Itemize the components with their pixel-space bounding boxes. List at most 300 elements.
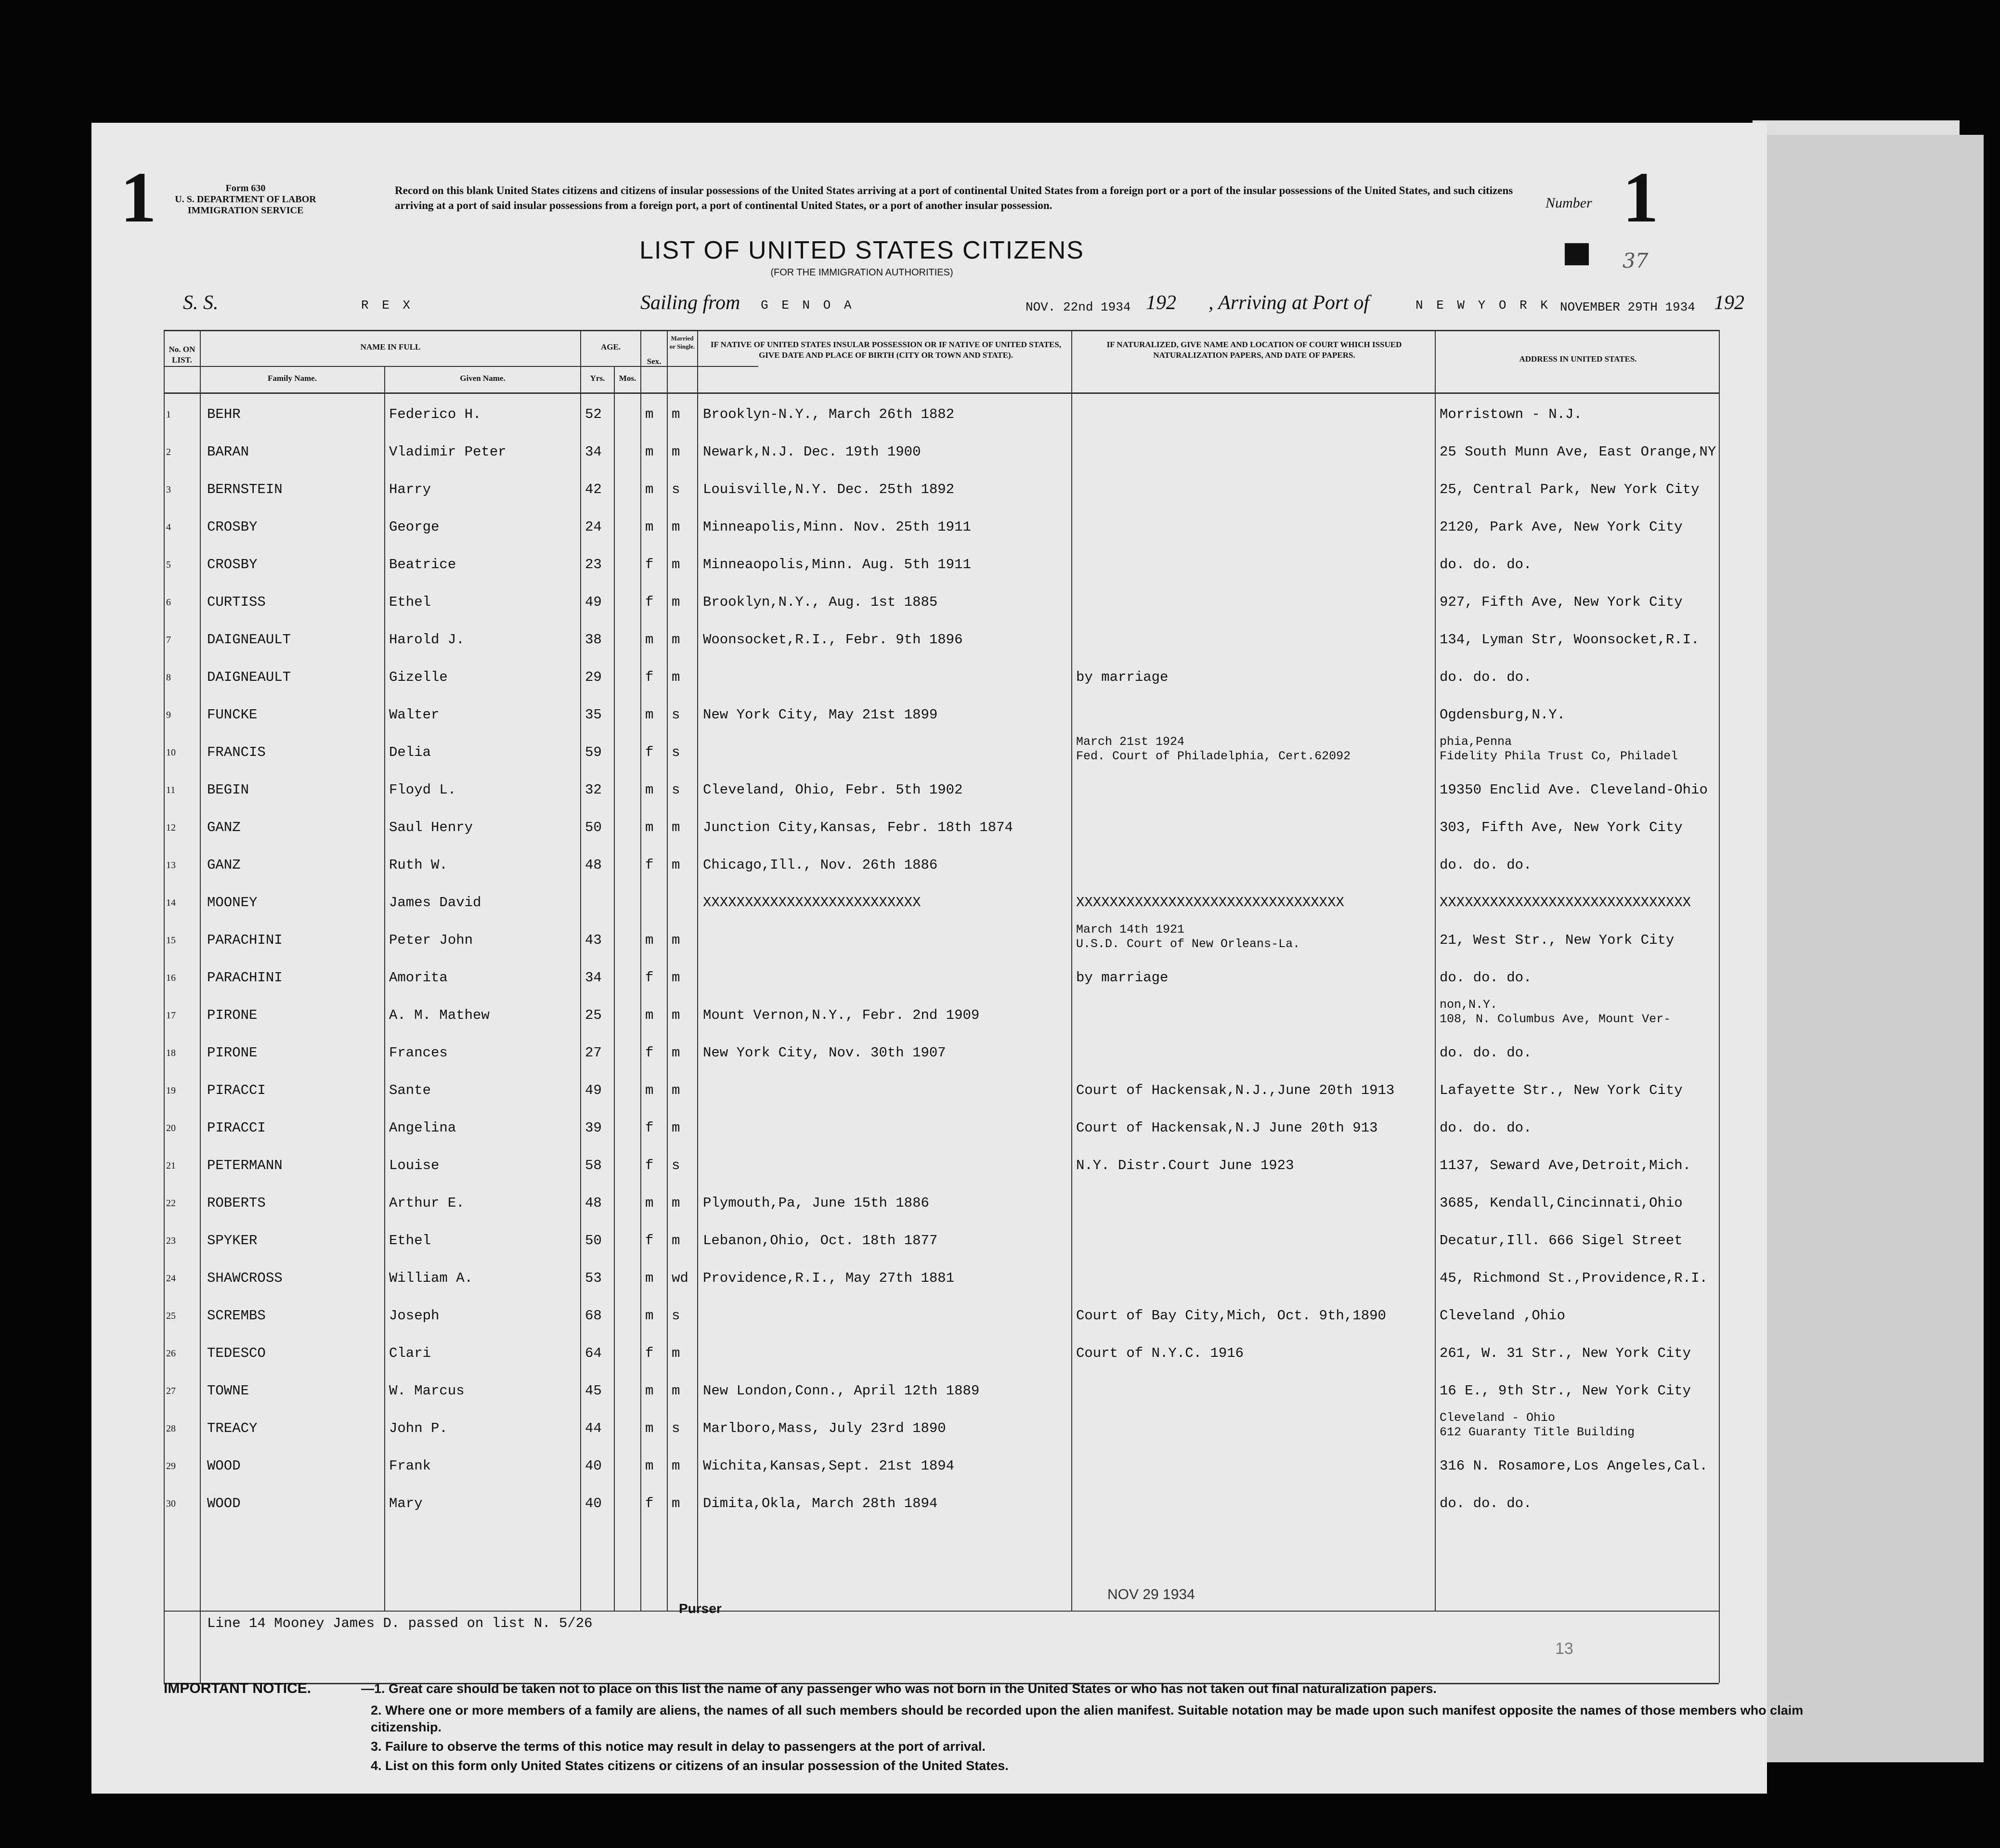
cell-age: 24	[585, 519, 602, 535]
cell-sex: f	[645, 1496, 654, 1511]
col-mos: Mos.	[619, 374, 636, 383]
line14-note: Line 14 Mooney James D. passed on list N. 5/26	[207, 1615, 593, 1631]
cell-age: 48	[585, 857, 602, 873]
cell-ms: s	[672, 1420, 680, 1436]
cell-addr: non,N.Y. 108, N. Columbus Ave, Mount Ver-	[1440, 998, 1671, 1026]
cell-age: 32	[585, 782, 602, 798]
cell-given: Harry	[389, 482, 431, 497]
table-row	[91, 395, 1647, 432]
cell-addr: 25 South Munn Ave, East Orange,NY	[1440, 444, 1716, 460]
form-number: Form 630	[225, 183, 266, 194]
cell-given: Peter John	[389, 932, 473, 948]
cell-no: 8	[166, 672, 171, 683]
cell-age: 43	[585, 932, 602, 948]
table-row	[91, 508, 1683, 545]
table-row	[91, 921, 1675, 958]
cell-family: PETERMANN	[207, 1158, 283, 1173]
cell-ms: s	[672, 482, 680, 497]
table-row	[91, 1296, 1647, 1334]
cell-no: 19	[166, 1085, 176, 1096]
table-row	[91, 695, 1647, 733]
table-row	[91, 770, 1708, 808]
table-row	[91, 1146, 1691, 1184]
cell-birth: Marlboro,Mass, July 23rd 1890	[703, 1420, 946, 1436]
cell-birth: New York City, Nov. 30th 1907	[703, 1045, 946, 1061]
notice-heading: IMPORTANT NOTICE.	[164, 1680, 312, 1696]
left-list-number: 1	[120, 157, 156, 237]
cell-birth: Junction City,Kansas, Febr. 18th 1874	[703, 820, 1013, 835]
cell-birth: New York City, May 21st 1899	[703, 707, 938, 723]
cell-age: 25	[585, 1007, 602, 1023]
service: IMMIGRATION SERVICE	[187, 205, 304, 216]
cell-family: PARACHINI	[207, 932, 283, 948]
col-no: No. ON LIST.	[169, 345, 195, 365]
cell-sex: m	[645, 1007, 654, 1023]
record-instructions: Record on this blank United States citizens and citizens of insular possessions of the United States arriving at a port of continental United States from a foreign port or a port of the insular possessions of the United States, and such citizens arriving at a port of said insular possessions from a foreign port, a port of continental United States, or a port of another insular possession.	[395, 184, 1513, 212]
cell-family: BERNSTEIN	[207, 482, 283, 497]
cell-sex: m	[645, 820, 654, 835]
cell-ms: m	[672, 669, 680, 685]
cell-given: Gizelle	[389, 669, 448, 685]
cell-sex: m	[645, 406, 654, 422]
col-birth: IF NATIVE OF UNITED STATES INSULAR POSSESSION OR IF NATIVE OF UNITED STATES, GIVE DATE AND PLACE OF BIRTH (CITY OR TOWN AND STATE).	[710, 340, 1062, 360]
cell-family: PIRONE	[207, 1045, 258, 1061]
cell-addr: do. do. do.	[1440, 857, 1532, 873]
col-given-name: Given Name.	[460, 374, 506, 383]
cell-addr: 25, Central Park, New York City	[1440, 482, 1700, 497]
col-address: ADDRESS IN UNITED STATES.	[1519, 354, 1637, 364]
sailing-date: NOV. 22nd 1934	[1026, 300, 1131, 314]
cell-no: 30	[166, 1498, 176, 1509]
cell-addr: 2120, Park Ave, New York City	[1440, 519, 1683, 535]
cell-addr: XXXXXXXXXXXXXXXXXXXXXXXXXXXXXX	[1440, 895, 1691, 911]
cell-sex: f	[645, 669, 654, 685]
cell-age: 27	[585, 1045, 602, 1061]
cell-sex: f	[645, 857, 654, 873]
cell-nat: by marriage	[1076, 669, 1169, 685]
table-row	[91, 432, 1716, 470]
cell-birth: Newark,N.J. Dec. 19th 1900	[703, 444, 921, 460]
manifest-sheet	[91, 123, 1804, 1794]
cell-ms: m	[672, 820, 680, 835]
table-row	[91, 1484, 1647, 1522]
cell-addr: 19350 Enclid Ave. Cleveland-Ohio	[1440, 782, 1708, 798]
cell-nat: by marriage	[1076, 970, 1169, 986]
cell-sex: f	[645, 1045, 654, 1061]
cell-given: Vladimir Peter	[389, 444, 506, 460]
cell-family: SHAWCROSS	[207, 1270, 283, 1286]
year-suffix-1: 192	[1146, 292, 1176, 314]
cell-family: FRANCIS	[207, 744, 266, 760]
cell-age: 40	[585, 1458, 602, 1474]
department: U. S. DEPARTMENT OF LABOR	[175, 194, 316, 205]
ship-line	[183, 291, 1772, 320]
cell-sex: m	[645, 1458, 654, 1474]
ink-blot	[1565, 243, 1589, 265]
table-row	[91, 1259, 1708, 1296]
cell-family: WOOD	[207, 1496, 241, 1511]
cell-family: SPYKER	[207, 1233, 258, 1249]
col-sex: Sex.	[647, 357, 662, 366]
cell-no: 27	[166, 1386, 176, 1396]
cell-birth: Plymouth,Pa, June 15th 1886	[703, 1195, 929, 1211]
cell-birth: New London,Conn., April 12th 1889	[703, 1383, 980, 1399]
cell-sex: f	[645, 970, 654, 986]
cell-ms: m	[672, 594, 680, 610]
cell-age: 42	[585, 482, 602, 497]
cell-sex: m	[645, 932, 654, 948]
table-row	[91, 958, 1647, 996]
number-label: Number	[1545, 195, 1592, 211]
cell-addr: do. do. do.	[1440, 557, 1532, 573]
table-row	[91, 1108, 1647, 1146]
cell-ms: m	[672, 857, 680, 873]
cell-ms: m	[672, 1120, 680, 1136]
cell-age: 34	[585, 444, 602, 460]
cell-addr: 3685, Kendall,Cincinnati,Ohio	[1440, 1195, 1683, 1211]
table-row	[91, 1071, 1683, 1108]
notice-4: 4. List on this form only United States citizens or citizens of an insular possession of the United States.	[371, 1758, 1009, 1773]
page-code: 37	[1623, 249, 1649, 273]
cell-given: Floyd L.	[389, 782, 456, 798]
cell-age: 64	[585, 1345, 602, 1361]
cell-no: 17	[166, 1010, 176, 1021]
cell-addr: 303, Fifth Ave, New York City	[1440, 820, 1683, 835]
table-row	[91, 1371, 1691, 1409]
ss-label: S. S.	[183, 292, 219, 314]
cell-nat: Court of Hackensak,N.J.,June 20th 1913	[1076, 1082, 1395, 1098]
cell-family: TEDESCO	[207, 1345, 266, 1361]
cell-addr: 316 N. Rosamore,Los Angeles,Cal.	[1440, 1458, 1708, 1474]
cell-given: Ethel	[389, 594, 431, 610]
cell-family: GANZ	[207, 857, 241, 873]
cell-ms: m	[672, 557, 680, 573]
cell-nat: March 21st 1924 Fed. Court of Philadelphia, Cert.62092	[1076, 735, 1351, 763]
cell-ms: m	[672, 1458, 680, 1474]
table-row	[91, 583, 1683, 620]
notice-1: —1. Great care should be taken not to place on this list the name of any passenger who was not born in the United States or who has not taken out final naturalization papers.	[361, 1681, 1437, 1696]
page-subtitle: (FOR THE IMMIGRATION AUTHORITIES)	[770, 267, 953, 278]
col-married: Married or Single.	[669, 335, 695, 350]
cell-given: George	[389, 519, 440, 535]
table-row	[91, 1446, 1708, 1484]
cell-given: Arthur E.	[389, 1195, 465, 1211]
table-row	[91, 658, 1647, 695]
cell-given: John P.	[389, 1420, 448, 1436]
cell-age: 39	[585, 1120, 602, 1136]
cell-no: 10	[166, 747, 176, 758]
cell-birth: Chicago,Ill., Nov. 26th 1886	[703, 857, 938, 873]
col-family-name: Family Name.	[268, 374, 317, 383]
cell-given: A. M. Mathew	[389, 1007, 490, 1023]
cell-family: CURTISS	[207, 594, 266, 610]
cell-ms: m	[672, 519, 680, 535]
arriving-date: NOVEMBER 29TH 1934	[1560, 300, 1695, 314]
cell-sex: f	[645, 1345, 654, 1361]
cell-nat: Court of Hackensak,N.J June 20th 913	[1076, 1120, 1378, 1136]
cell-sex: m	[645, 519, 654, 535]
cell-no: 2	[166, 447, 171, 457]
cell-birth: Louisville,N.Y. Dec. 25th 1892	[703, 482, 955, 497]
cell-ms: s	[672, 707, 680, 723]
cell-ms: m	[672, 444, 680, 460]
cell-ms: s	[672, 744, 680, 760]
cell-age: 29	[585, 669, 602, 685]
cell-birth: Providence,R.I., May 27th 1881	[703, 1270, 955, 1286]
cell-given: Frank	[389, 1458, 431, 1474]
cell-given: Sante	[389, 1082, 431, 1098]
cell-addr: Lafayette Str., New York City	[1440, 1082, 1683, 1098]
page-title: LIST OF UNITED STATES CITIZENS	[639, 236, 1084, 264]
cell-sex: m	[645, 782, 654, 798]
cell-birth: Dimita,Okla, March 28th 1894	[703, 1496, 938, 1511]
cell-ms: m	[672, 1383, 680, 1399]
cell-no: 24	[166, 1273, 176, 1284]
cell-age: 50	[585, 820, 602, 835]
cell-no: 11	[166, 785, 176, 795]
cell-no: 21	[166, 1160, 176, 1171]
table-row	[91, 1409, 1647, 1446]
cell-age: 49	[585, 594, 602, 610]
cell-age: 48	[585, 1195, 602, 1211]
cell-given: Amorita	[389, 970, 448, 986]
cell-birth: Mount Vernon,N.Y., Febr. 2nd 1909	[703, 1007, 980, 1023]
cell-age: 50	[585, 1233, 602, 1249]
cell-ms: m	[672, 1007, 680, 1023]
cell-family: DAIGNEAULT	[207, 669, 291, 685]
cell-addr: Ogdensburg,N.Y.	[1440, 707, 1566, 723]
cell-given: Frances	[389, 1045, 448, 1061]
ship-name: R E X	[361, 298, 414, 312]
cell-birth: Lebanon,Ohio, Oct. 18th 1877	[703, 1233, 938, 1249]
cell-age: 68	[585, 1308, 602, 1324]
cell-addr: Cleveland ,Ohio	[1440, 1308, 1566, 1324]
cell-nat: Court of Bay City,Mich, Oct. 9th,1890	[1076, 1308, 1386, 1324]
cell-ms: s	[672, 1158, 680, 1173]
cell-age: 45	[585, 1383, 602, 1399]
cell-ms: m	[672, 632, 680, 648]
cell-no: 9	[166, 710, 171, 720]
list-number: 1	[1623, 157, 1659, 237]
cell-sex: m	[645, 1383, 654, 1399]
cell-no: 20	[166, 1123, 176, 1133]
cell-age: 38	[585, 632, 602, 648]
cell-no: 15	[166, 935, 176, 946]
cell-sex: m	[645, 1082, 654, 1098]
cell-family: PIRONE	[207, 1007, 258, 1023]
cell-sex: m	[645, 1308, 654, 1324]
cell-family: PIRACCI	[207, 1082, 266, 1098]
cell-no: 29	[166, 1461, 176, 1471]
cell-family: ROBERTS	[207, 1195, 266, 1211]
cell-addr: do. do. do.	[1440, 1496, 1532, 1511]
cell-family: PIRACCI	[207, 1120, 266, 1136]
cell-ms: m	[672, 1082, 680, 1098]
cell-nat: March 14th 1921 U.S.D. Court of New Orleans-La.	[1076, 923, 1300, 951]
cell-given: Beatrice	[389, 557, 456, 573]
cell-given: Mary	[389, 1496, 423, 1511]
cell-addr: do. do. do.	[1440, 1045, 1532, 1061]
cell-no: 22	[166, 1198, 176, 1209]
cell-ms: m	[672, 932, 680, 948]
cell-family: TREACY	[207, 1420, 258, 1436]
cell-addr: do. do. do.	[1440, 970, 1532, 986]
col-naturalized: IF NATURALIZED, GIVE NAME AND LOCATION OF COURT WHICH ISSUED NATURALIZATION PAPERS, AND DATE OF PAPERS.	[1106, 340, 1402, 360]
arriving-port: N E W Y O R K	[1416, 298, 1551, 312]
cell-no: 28	[166, 1423, 176, 1434]
cell-addr: 927, Fifth Ave, New York City	[1440, 594, 1683, 610]
cell-sex: m	[645, 707, 654, 723]
notice-3: 3. Failure to observe the terms of this notice may result in delay to passengers at the port of arrival.	[371, 1739, 986, 1754]
cell-age: 40	[585, 1496, 602, 1511]
cell-birth: Brooklyn,N.Y., Aug. 1st 1885	[703, 594, 938, 610]
cell-family: DAIGNEAULT	[207, 632, 291, 648]
table-row	[91, 808, 1683, 846]
cell-sex: m	[645, 482, 654, 497]
cell-given: Clari	[389, 1345, 431, 1361]
cell-ms: m	[672, 970, 680, 986]
cell-given: Louise	[389, 1158, 440, 1173]
table-row	[91, 470, 1700, 508]
col-name-in-full: NAME IN FULL	[360, 342, 421, 351]
cell-given: Ruth W.	[389, 857, 448, 873]
cell-age: 52	[585, 406, 602, 422]
cell-no: 1	[166, 409, 171, 420]
purser-label: Purser	[679, 1601, 722, 1616]
cell-addr: 21, West Str., New York City	[1440, 932, 1675, 948]
cell-birth: Cleveland, Ohio, Febr. 5th 1902	[703, 782, 963, 798]
table-row	[91, 545, 1647, 583]
cell-nat: N.Y. Distr.Court June 1923	[1076, 1158, 1294, 1173]
cell-addr: 16 E., 9th Str., New York City	[1440, 1383, 1691, 1399]
cell-family: BEHR	[207, 406, 241, 422]
cell-family: CROSBY	[207, 557, 258, 573]
col-age: AGE.	[600, 342, 621, 351]
cell-given: William A.	[389, 1270, 473, 1286]
sailing-label: Sailing from	[640, 292, 740, 314]
cell-addr: do. do. do.	[1440, 1120, 1532, 1136]
cell-ms: m	[672, 1496, 680, 1511]
cell-birth: Minneapolis,Minn. Nov. 25th 1911	[703, 519, 971, 535]
cell-given: Federico H.	[389, 406, 481, 422]
cell-no: 18	[166, 1048, 176, 1058]
cell-no: 12	[166, 822, 176, 833]
cell-family: FUNCKE	[207, 707, 258, 723]
table-row	[91, 1033, 1647, 1071]
table-row	[91, 996, 1671, 1033]
cell-given: Ethel	[389, 1233, 431, 1249]
cell-no: 14	[166, 898, 176, 908]
cell-family: TOWNE	[207, 1383, 249, 1399]
cell-given: Saul Henry	[389, 820, 473, 835]
cell-age: 59	[585, 744, 602, 760]
table-row	[91, 620, 1700, 658]
cell-given: W. Marcus	[389, 1383, 465, 1399]
cell-family: GANZ	[207, 820, 241, 835]
cell-age: 35	[585, 707, 602, 723]
cell-sex: m	[645, 1195, 654, 1211]
table-row	[91, 883, 1691, 921]
table-row	[91, 1221, 1683, 1259]
cell-addr: 134, Lyman Str, Woonsocket,R.I.	[1440, 632, 1700, 648]
cell-sex: f	[645, 1158, 654, 1173]
cell-no: 7	[166, 635, 171, 645]
cell-addr: Cleveland - Ohio 612 Guaranty Title Building	[1440, 1411, 1635, 1439]
cell-no: 6	[166, 597, 171, 608]
cell-age: 49	[585, 1082, 602, 1098]
cell-birth: Woonsocket,R.I., Febr. 9th 1896	[703, 632, 963, 648]
cell-family: CROSBY	[207, 519, 258, 535]
cell-ms: m	[672, 1345, 680, 1361]
cell-sex: f	[645, 594, 654, 610]
cell-no: 23	[166, 1236, 176, 1246]
cell-family: BARAN	[207, 444, 249, 460]
cell-addr: Decatur,Ill. 666 Sigel Street	[1440, 1233, 1683, 1249]
cell-ms: wd	[672, 1270, 688, 1286]
cell-addr: do. do. do.	[1440, 669, 1532, 685]
cell-sex: f	[645, 557, 654, 573]
cell-sex: m	[645, 1270, 654, 1286]
cell-sex: f	[645, 1120, 654, 1136]
cell-age: 44	[585, 1420, 602, 1436]
cell-ms: m	[672, 1045, 680, 1061]
cell-addr: 1137, Seward Ave,Detroit,Mich.	[1440, 1158, 1691, 1173]
cell-birth: Wichita,Kansas,Sept. 21st 1894	[703, 1458, 955, 1474]
table-row	[91, 733, 1678, 770]
cell-nat: Court of N.Y.C. 1916	[1076, 1345, 1244, 1361]
cell-family: BEGIN	[207, 782, 249, 798]
cell-family: SCREMBS	[207, 1308, 266, 1324]
cell-sex: m	[645, 1420, 654, 1436]
cell-no: 5	[166, 560, 171, 570]
cell-given: Harold J.	[389, 632, 465, 648]
cell-no: 16	[166, 973, 176, 983]
col-yrs: Yrs.	[590, 374, 605, 383]
cell-given: Joseph	[389, 1308, 440, 1324]
cell-addr: 261, W. 31 Str., New York City	[1440, 1345, 1691, 1361]
cell-no: 4	[166, 522, 171, 533]
cell-given: Angelina	[389, 1120, 456, 1136]
table-row	[91, 1334, 1691, 1371]
cell-ms: m	[672, 1233, 680, 1249]
cell-nat: XXXXXXXXXXXXXXXXXXXXXXXXXXXXXXXX	[1076, 895, 1344, 911]
cell-age: 34	[585, 970, 602, 986]
arriving-label: , Arriving at Port of	[1208, 292, 1370, 314]
cell-sex: f	[645, 1233, 654, 1249]
table-row	[91, 846, 1647, 883]
cell-addr: Morristown - N.J.	[1440, 406, 1582, 422]
cell-age: 23	[585, 557, 602, 573]
cell-ms: s	[672, 1308, 680, 1324]
notice-2: 2. Where one or more members of a family are aliens, the names of all such members should be recorded upon the alien manifest. Suitable notation may be made upon such manifest opposite the names of those members who claim citizenship.	[371, 1703, 1804, 1735]
cell-age: 58	[585, 1158, 602, 1173]
cell-addr: phia,Penna Fidelity Phila Trust Co, Philadel	[1440, 735, 1678, 763]
cell-ms: m	[672, 406, 680, 422]
cell-sex: m	[645, 444, 654, 460]
cell-family: PARACHINI	[207, 970, 283, 986]
cell-age: 53	[585, 1270, 602, 1286]
cell-family: MOONEY	[207, 895, 258, 911]
cell-sex: m	[645, 632, 654, 648]
cell-ms: s	[672, 782, 680, 798]
table-row	[91, 1184, 1683, 1221]
cell-given: James David	[389, 895, 481, 911]
cell-sex: f	[645, 744, 654, 760]
cell-no: 26	[166, 1348, 176, 1359]
cell-addr: 45, Richmond St.,Providence,R.I.	[1440, 1270, 1708, 1286]
cell-birth: XXXXXXXXXXXXXXXXXXXXXXXXXX	[703, 895, 921, 911]
arrival-stamp: NOV 29 1934	[1107, 1587, 1195, 1602]
